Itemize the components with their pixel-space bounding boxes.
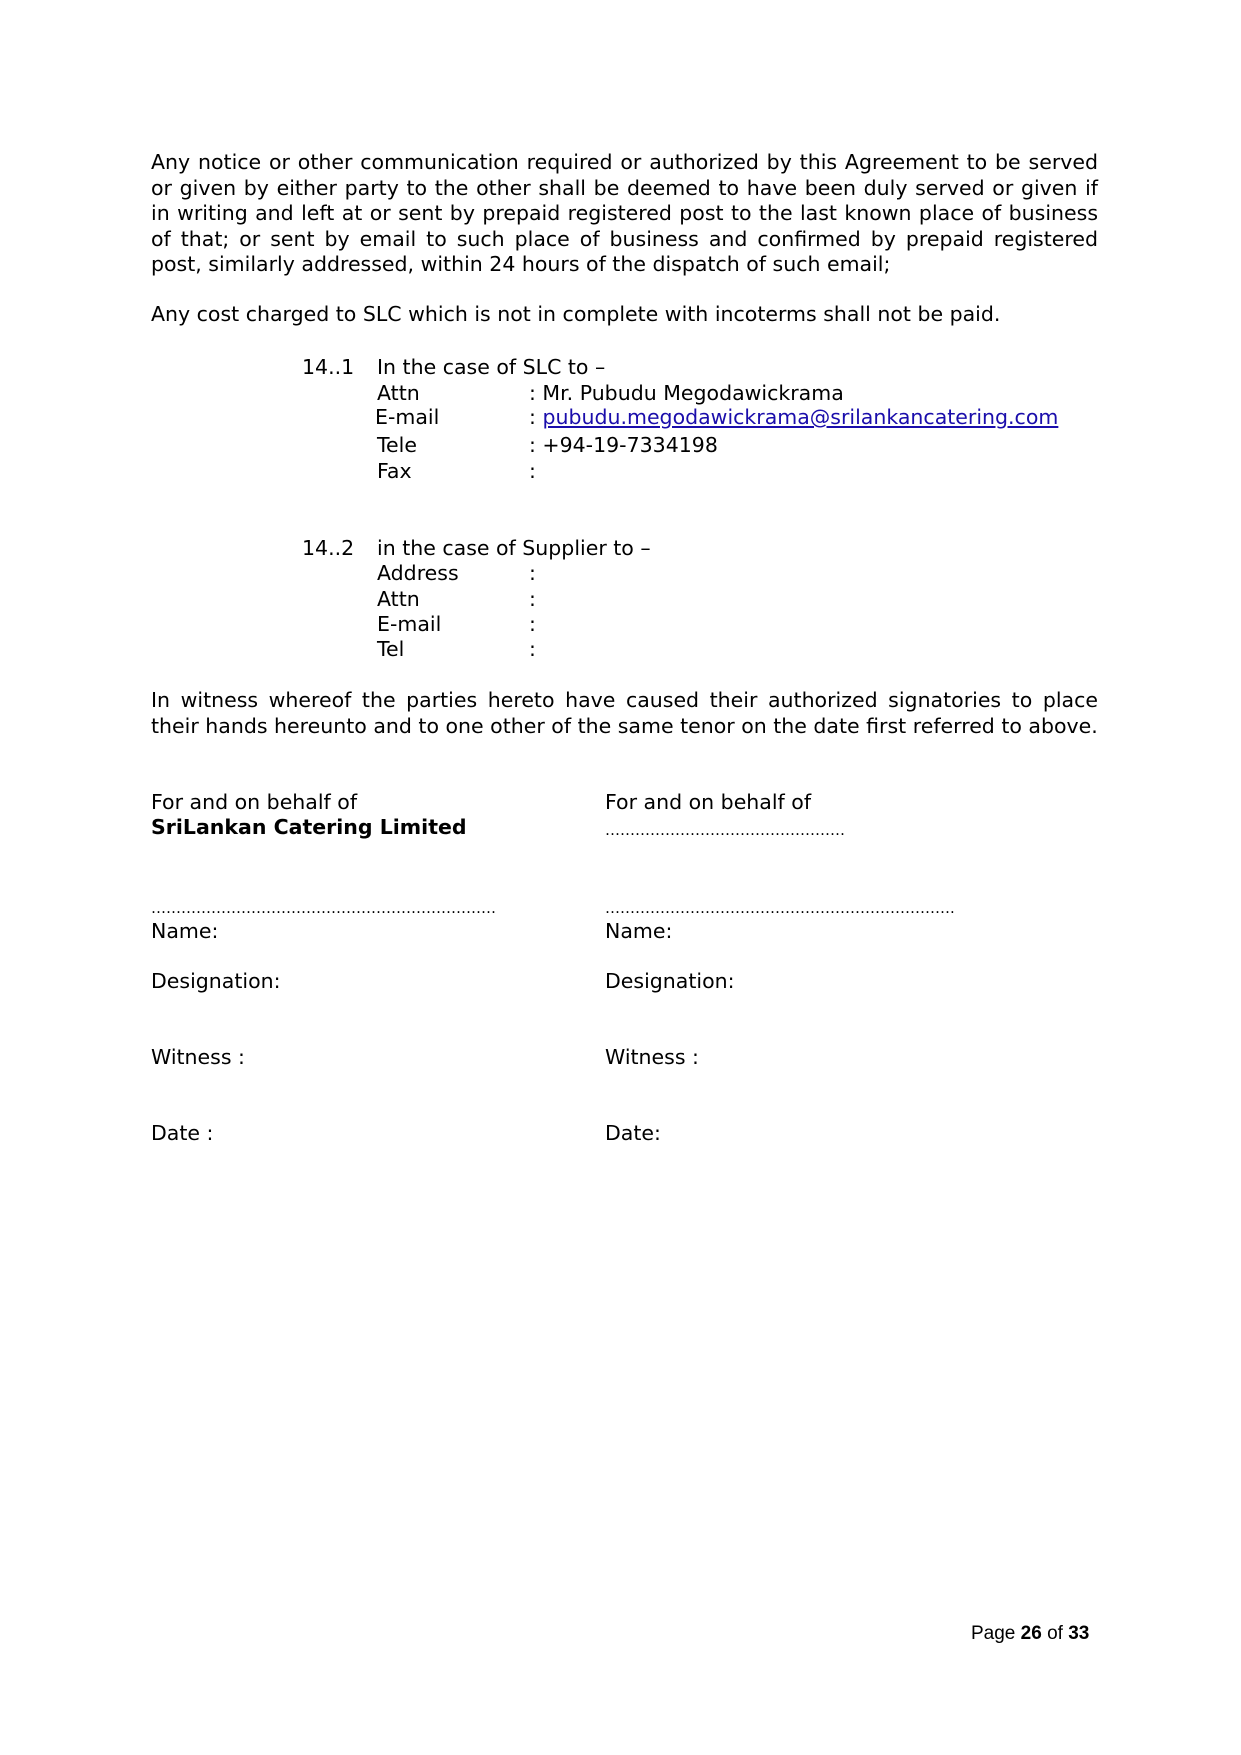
cost-paragraph: Any cost charged to SLC which is not in complete with incoterms shall not be paid. [151,302,1001,326]
notice-paragraph: Any notice or other communication required or authorized by this Agreement to be served or given by either party to the other shall be deemed to have been duly served or given if in writing and left at or sent by prepaid registered post to the last known place of business of that; or sent by email to such place of business and confirmed by prepaid registered post, similarly addressed, within 24 hours of the dispatch of such email; [151,150,1098,276]
slc-attn-value: : Mr. Pubudu Megodawickrama [529,381,844,405]
right-date-label: Date: [605,1121,661,1145]
slc-fax-value: : [529,459,536,483]
right-company-line: ………………………………………… [605,821,845,839]
right-designation-label: Designation: [605,969,735,993]
clause-heading-supplier: in the case of Supplier to – [377,536,651,560]
witness-paragraph: In witness whereof the parties hereto have caused their authorized signatories to place their hands hereunto and to one other of the same tenor on the date first referred to above. [151,688,1098,738]
supplier-address-label: Address [377,561,459,585]
supplier-email-value: : [529,612,536,636]
left-witness-label: Witness : [151,1045,245,1069]
left-date-label: Date : [151,1121,214,1145]
page-total: 33 [1068,1623,1090,1644]
slc-email-link[interactable]: pubudu.megodawickrama@srilankancatering.com [542,405,1059,429]
clause-number-supplier: 14..2 [302,536,355,560]
supplier-attn-label: Attn [377,587,420,611]
left-company-name: SriLankan Catering Limited [151,815,467,839]
right-name-label: Name: [605,919,673,943]
page-number: 26 [1020,1623,1042,1644]
page-footer [971,1623,1101,1645]
right-witness-label: Witness : [605,1045,699,1069]
slc-tele-value: : +94-19-7334198 [529,433,718,457]
supplier-tel-label: Tel [377,637,405,661]
left-behalf-label: For and on behalf of [151,790,358,814]
slc-email-row [529,405,1058,430]
clause-heading-slc: In the case of SLC to – [377,355,606,379]
clause-number-slc: 14..1 [302,355,355,379]
right-behalf-label: For and on behalf of [605,790,812,814]
supplier-attn-value: : [529,587,536,611]
slc-tele-label: Tele [377,433,417,457]
supplier-tel-value: : [529,637,536,661]
slc-email-colon: : [529,405,543,429]
left-designation-label: Designation: [151,969,281,993]
slc-fax-label: Fax [377,459,412,483]
of-word: of [1047,1623,1063,1644]
left-name-label: Name: [151,919,219,943]
supplier-email-label: E-mail [377,612,442,636]
right-signature-line: ……………………………………………………………. [605,899,955,917]
slc-email-label: E-mail [375,405,440,429]
slc-attn-label: Attn [377,381,420,405]
supplier-address-value: : [529,561,536,585]
page-word: Page [971,1623,1016,1644]
left-signature-line: …………………………………………………………… [151,899,496,917]
